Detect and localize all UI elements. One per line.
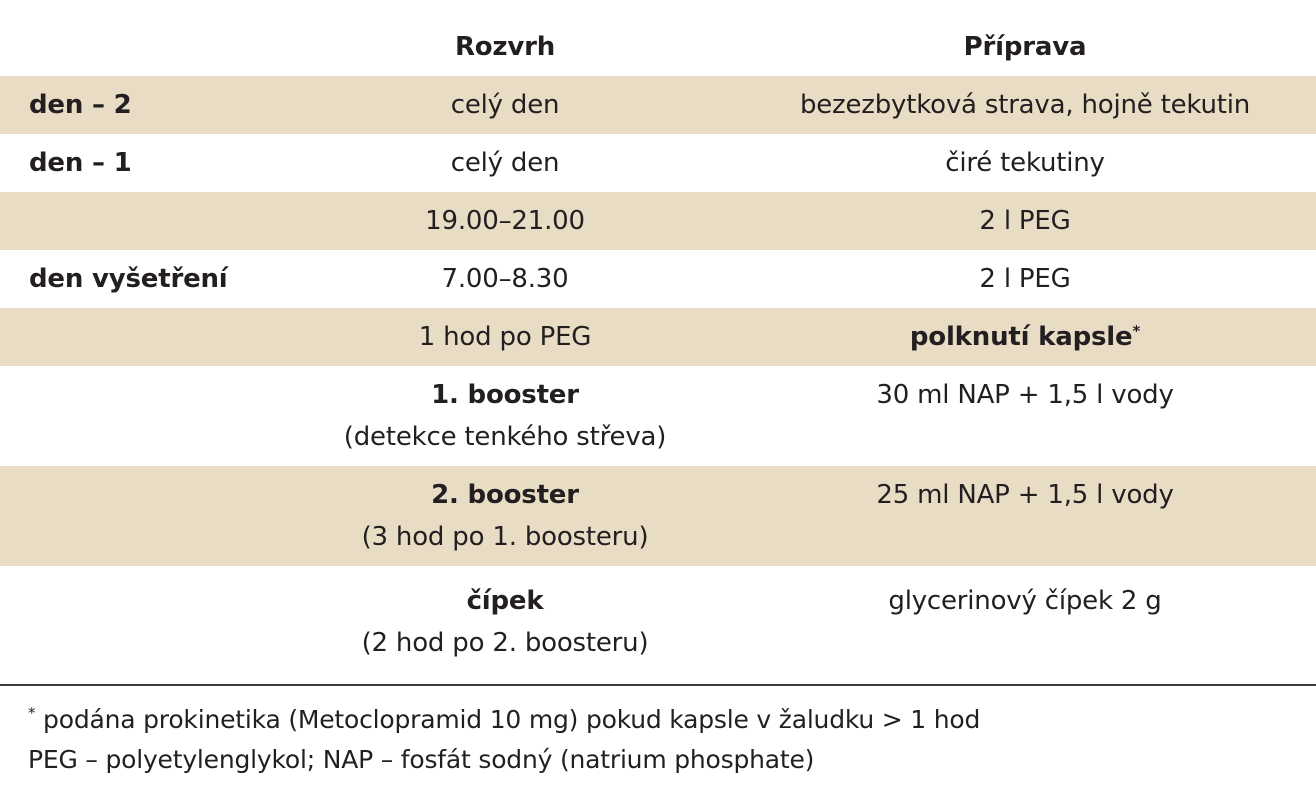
header-schedule: Rozvrh bbox=[454, 32, 556, 62]
table-row bbox=[0, 466, 1316, 566]
table-row bbox=[0, 192, 1316, 250]
row-schedule: 7.00–8.30 bbox=[441, 264, 569, 294]
row-schedule-note: (detekce tenkého střeva) bbox=[343, 422, 667, 452]
table-header-row bbox=[0, 26, 1316, 76]
footnote-line-1 bbox=[28, 700, 1298, 740]
row-day: den vyšetření bbox=[29, 264, 228, 294]
footnote-text-1: podána prokinetika (Metoclopramid 10 mg) pokud kapsle v žaludku > 1 hod bbox=[35, 705, 981, 734]
row-preparation: glycerinový čípek 2 g bbox=[888, 586, 1162, 616]
table-row bbox=[0, 308, 1316, 366]
row-preparation: 2 l PEG bbox=[979, 206, 1071, 236]
capsule-swallow-text: polknutí kapsle bbox=[909, 322, 1133, 352]
footnote-marker: * bbox=[28, 704, 36, 722]
row-day: den – 1 bbox=[29, 148, 132, 178]
row-schedule bbox=[300, 474, 710, 558]
row-preparation bbox=[735, 316, 1315, 358]
row-schedule: celý den bbox=[450, 148, 560, 178]
row-schedule-title: čípek bbox=[466, 586, 544, 616]
table-row bbox=[0, 566, 1316, 684]
row-schedule-title: 1. booster bbox=[431, 380, 579, 410]
row-preparation: 2 l PEG bbox=[979, 264, 1071, 294]
footnote-line-2: PEG – polyetylenglykol; NAP – fosfát sodný (natrium phosphate) bbox=[28, 745, 815, 774]
row-schedule-title: 2. booster bbox=[431, 480, 579, 510]
row-preparation: 25 ml NAP + 1,5 l vody bbox=[876, 480, 1174, 510]
row-schedule: celý den bbox=[450, 90, 560, 120]
table-row bbox=[0, 134, 1316, 192]
table-row bbox=[0, 250, 1316, 308]
row-schedule bbox=[300, 374, 710, 458]
row-preparation: čiré tekutiny bbox=[945, 148, 1105, 178]
row-preparation: 30 ml NAP + 1,5 l vody bbox=[876, 380, 1174, 410]
table-row bbox=[0, 76, 1316, 134]
row-day: den – 2 bbox=[29, 90, 132, 120]
row-schedule bbox=[300, 580, 710, 664]
table-footnotes bbox=[28, 700, 1298, 780]
row-schedule: 1 hod po PEG bbox=[418, 322, 592, 352]
row-schedule: 19.00–21.00 bbox=[425, 206, 585, 236]
row-schedule-note: (2 hod po 2. boosteru) bbox=[361, 628, 649, 658]
table-bottom-rule bbox=[0, 684, 1316, 686]
row-schedule-note: (3 hod po 1. boosteru) bbox=[361, 522, 649, 552]
footnote-marker: * bbox=[1132, 322, 1141, 340]
table-row bbox=[0, 366, 1316, 466]
header-preparation: Příprava bbox=[963, 32, 1087, 62]
row-preparation: bezezbytková strava, hojně tekutin bbox=[799, 90, 1251, 120]
